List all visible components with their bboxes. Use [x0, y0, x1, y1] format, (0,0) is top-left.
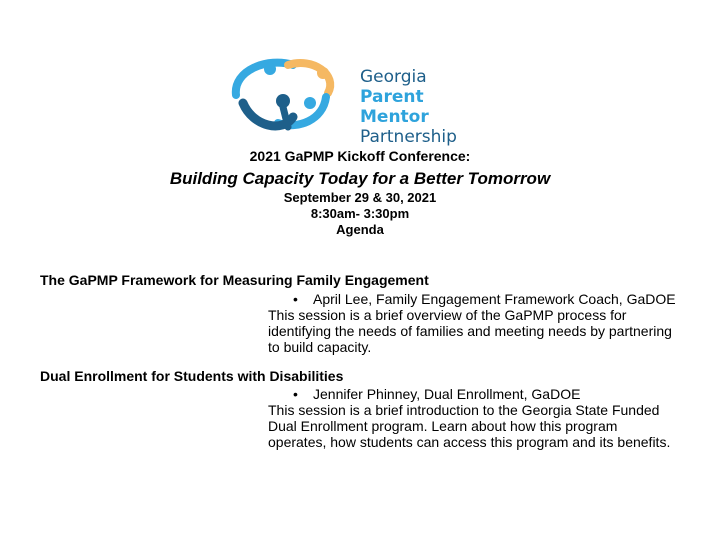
speaker-name: April Lee, Family Engagement Framework Coach, GaDOE: [313, 291, 676, 307]
speaker-name: Jennifer Phinney, Dual Enrollment, GaDOE: [313, 386, 581, 402]
logo-wordmark: [360, 67, 498, 147]
session-speaker: [293, 291, 676, 307]
bullet-icon: •: [293, 386, 298, 402]
conference-time: 8:30am- 3:30pm: [310, 206, 410, 221]
description-line: operates, how students can access this program and its benefits.: [268, 434, 671, 450]
session-description: [268, 402, 688, 450]
description-line: to build capacity.: [268, 339, 372, 355]
description-line: Dual Enrollment program. Learn about how this program: [268, 418, 618, 434]
logo-line-1: Georgia: [360, 67, 427, 87]
agenda-heading: Agenda: [336, 222, 384, 237]
people-circle-logo-icon: [228, 55, 358, 135]
description-line: This session is a brief overview of the GaPMP process for: [268, 307, 627, 323]
description-line: identifying the needs of families and meeting needs by partnering: [268, 323, 672, 339]
session-speaker: [293, 386, 580, 402]
description-line: This session is a brief introduction to the Georgia State Funded: [268, 402, 660, 418]
logo-line-2: Parent Mentor: [360, 87, 429, 127]
bullet-icon: •: [293, 291, 298, 307]
conference-dates: September 29 & 30, 2021: [283, 190, 437, 205]
logo-line-3: Partnership: [360, 127, 457, 147]
session-title: The GaPMP Framework for Measuring Family Engagement: [40, 272, 429, 288]
session-title: Dual Enrollment for Students with Disabilities: [40, 368, 344, 384]
conference-subtitle: Building Capacity Today for a Better Tomorrow: [169, 169, 551, 188]
session-description: [268, 307, 688, 355]
conference-title: 2021 GaPMP Kickoff Conference:: [249, 148, 471, 164]
gapmp-logo: [228, 55, 498, 147]
